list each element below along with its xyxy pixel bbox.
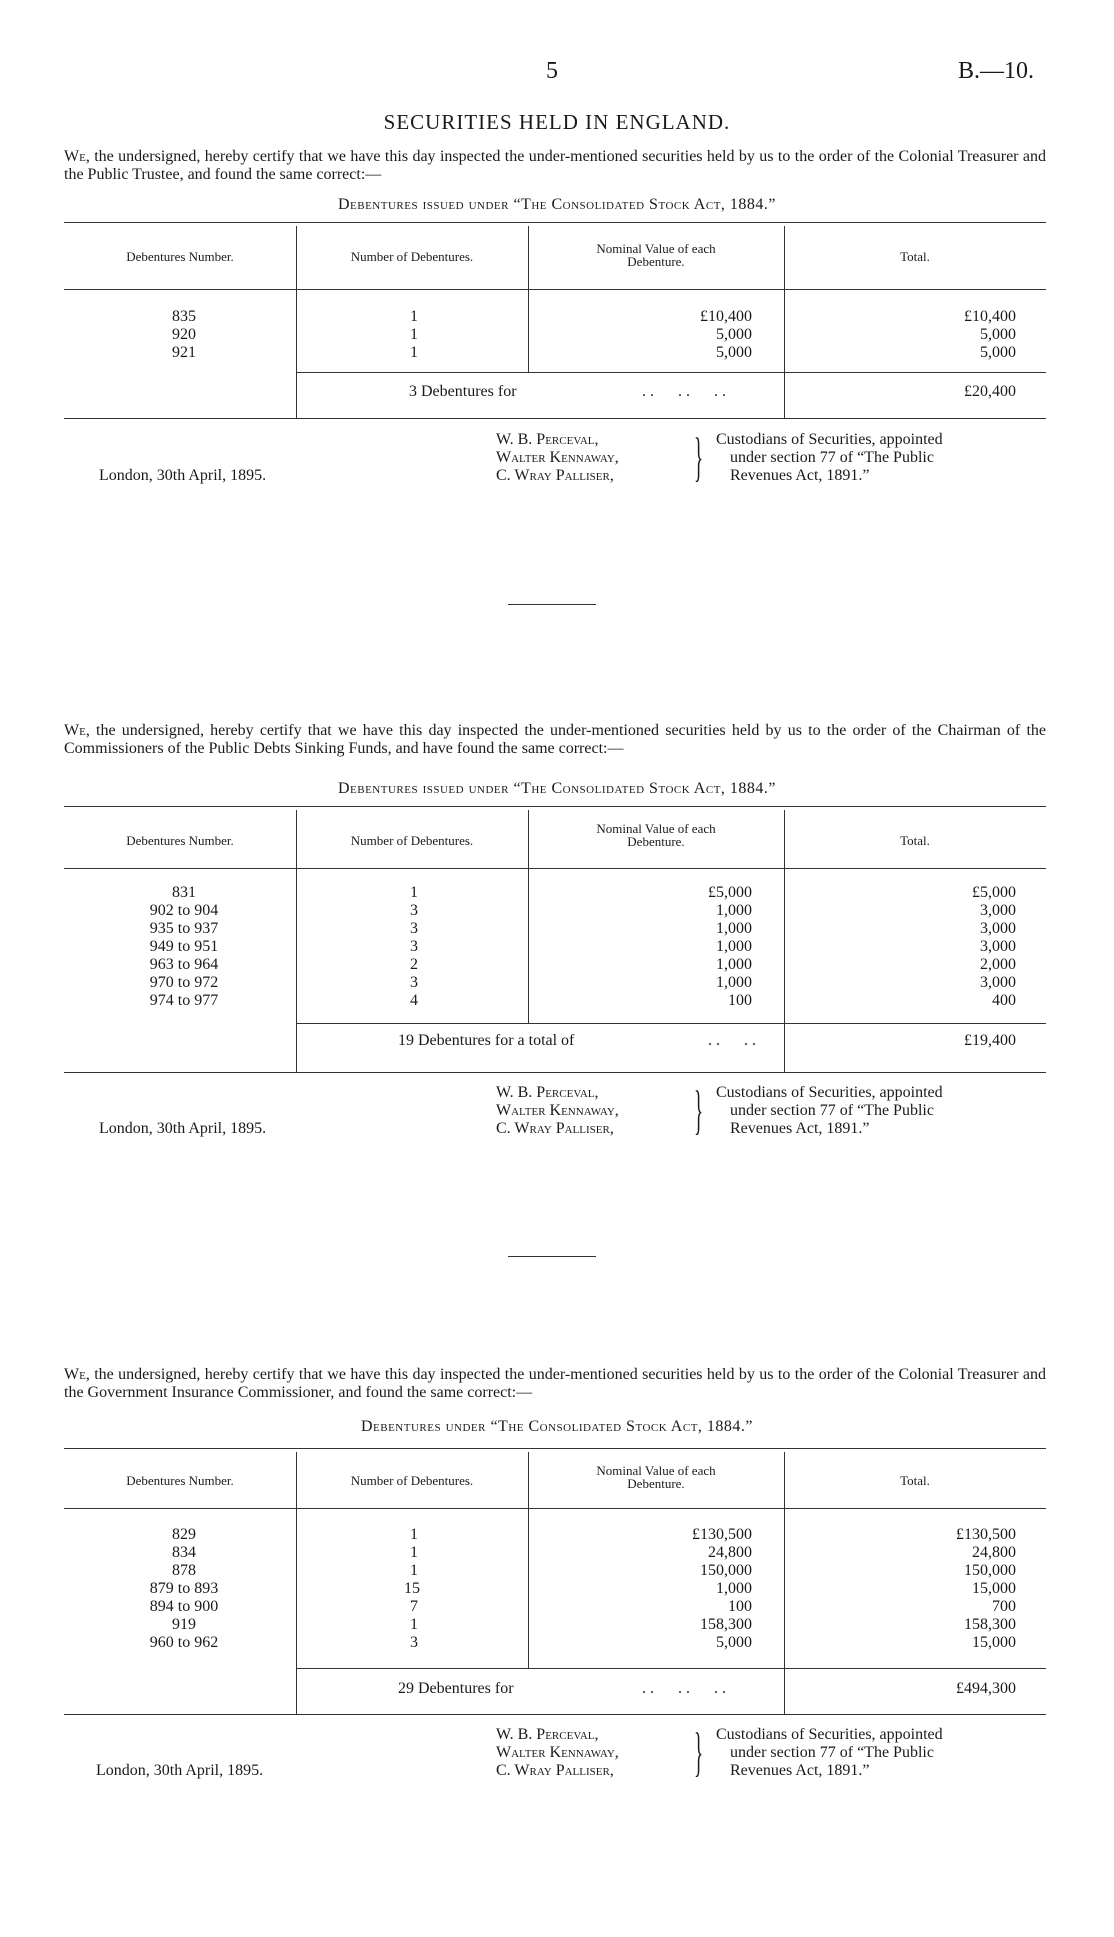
debenture-number: 894 to 900 <box>149 1598 219 1615</box>
debenture-number: 920 <box>172 326 196 343</box>
debenture-number: 835 <box>172 308 196 325</box>
nominal-value: £5,000 <box>708 884 752 901</box>
brace-icon: } <box>694 427 704 487</box>
debenture-number: 834 <box>172 1544 196 1561</box>
certification-paragraph-2 <box>64 722 1046 758</box>
debenture-number: 949 to 951 <box>149 938 219 955</box>
debentures-table-2 <box>64 806 1046 1072</box>
intro-text: , the undersigned, hereby certify that we have this day inspected the under-mentioned securities held by us to the order of the Colonial Treasurer and the Public Trustee, and found the same correct:— <box>64 148 1046 183</box>
row-total: 3,000 <box>980 920 1016 937</box>
table-rule <box>64 222 1046 223</box>
table-rule <box>64 1714 1046 1715</box>
table-rule <box>64 1072 1046 1073</box>
nominal-value: 100 <box>728 1598 752 1615</box>
nominal-value: £10,400 <box>700 308 752 325</box>
col-header-debentures-number: Debentures Number. <box>126 833 234 848</box>
nominal-value: 5,000 <box>716 344 752 361</box>
debenture-count: 4 <box>410 992 418 1009</box>
debenture-count: 7 <box>410 1598 418 1615</box>
row-total: 15,000 <box>972 1580 1016 1597</box>
col-header-number-of-debentures: Number of Debentures. <box>350 833 474 848</box>
debenture-count: 1 <box>410 1616 418 1633</box>
signatory-name: W. B. Perceval, <box>496 431 599 448</box>
brace-icon: } <box>694 1722 704 1782</box>
debenture-number: 970 to 972 <box>149 974 219 991</box>
table-divider <box>296 810 297 1072</box>
certification-paragraph-3 <box>64 1366 1046 1402</box>
debenture-count: 1 <box>410 308 418 325</box>
row-total: 5,000 <box>980 326 1016 343</box>
row-total: £5,000 <box>972 884 1016 901</box>
debenture-count: 3 <box>410 1634 418 1651</box>
summary-leader-dots: . . . . <box>708 1032 756 1049</box>
nominal-value: 5,000 <box>716 1634 752 1651</box>
brace-icon: } <box>694 1080 704 1140</box>
signatory-name: C. Wray Palliser, <box>496 1762 614 1779</box>
row-total: 3,000 <box>980 974 1016 991</box>
table-caption-3: Debentures under “The Consolidated Stock Act, 1884.” <box>360 1418 754 1435</box>
nominal-value: 1,000 <box>716 920 752 937</box>
row-total: 3,000 <box>980 938 1016 955</box>
certification-paragraph-1 <box>64 148 1046 184</box>
table-rule <box>296 1668 1046 1669</box>
nominal-value: 100 <box>728 992 752 1009</box>
table-caption-1: Debentures issued under “The Consolidated Stock Act, 1884.” <box>337 196 777 213</box>
table-divider <box>296 1452 297 1714</box>
intro-text: , the undersigned, hereby certify that we have this day inspected the under-mentioned securities held by us to the order of the Colonial Treasurer and the Government Insurance Commissioner, and found the same correct:— <box>64 1366 1046 1401</box>
place-and-date: London, 30th April, 1895. <box>96 1762 264 1779</box>
intro-first-word: We <box>64 1366 86 1383</box>
col-header-debentures-number: Debentures Number. <box>126 1473 234 1488</box>
col-header-debentures-number: Debentures Number. <box>126 249 234 264</box>
row-total: 15,000 <box>972 1634 1016 1651</box>
col-header-total: Total. <box>900 1473 930 1488</box>
table-caption-2: Debentures issued under “The Consolidated Stock Act, 1884.” <box>337 780 777 797</box>
debenture-number: 919 <box>172 1616 196 1633</box>
debentures-table-1 <box>64 222 1046 418</box>
col-header-number-of-debentures: Number of Debentures. <box>350 1473 474 1488</box>
debenture-number: 831 <box>172 884 196 901</box>
section-separator <box>508 1256 596 1257</box>
signatory-name: C. Wray Palliser, <box>496 1120 614 1137</box>
table-divider <box>784 810 785 1072</box>
debenture-count: 1 <box>410 1562 418 1579</box>
signatory-name: Walter Kennaway, <box>496 449 619 466</box>
nominal-value: 1,000 <box>716 902 752 919</box>
table-rule <box>64 1508 1046 1509</box>
debenture-count: 1 <box>410 1544 418 1561</box>
row-total: 158,300 <box>964 1616 1016 1633</box>
debenture-count: 3 <box>410 920 418 937</box>
signatory-name: W. B. Perceval, <box>496 1084 599 1101</box>
summary-total: £19,400 <box>964 1032 1016 1049</box>
signatory-name: W. B. Perceval, <box>496 1726 599 1743</box>
signatories-block <box>496 1084 619 1138</box>
table-rule <box>64 868 1046 869</box>
page-title: SECURITIES HELD IN ENGLAND. <box>383 110 731 134</box>
section-separator <box>508 604 596 605</box>
document-reference: B.—10. <box>958 58 1035 84</box>
row-total: £130,500 <box>956 1526 1016 1543</box>
custodians-statement: Custodians of Securities, appointed under section 77 of “The Public Revenues Act, 1891.” <box>716 1084 943 1137</box>
custodians-statement: Custodians of Securities, appointed under section 77 of “The Public Revenues Act, 1891.” <box>716 431 943 484</box>
intro-first-word: We <box>64 722 86 739</box>
debenture-count: 15 <box>404 1580 420 1597</box>
col-header-number-of-debentures: Number of Debentures. <box>350 249 474 264</box>
summary-total: £20,400 <box>964 383 1016 400</box>
summary-leader-dots: . . . . . . <box>642 383 726 400</box>
debenture-count: 1 <box>410 344 418 361</box>
intro-first-word: We <box>64 148 86 165</box>
nominal-value: 1,000 <box>716 956 752 973</box>
signatory-name: C. Wray Palliser, <box>496 467 614 484</box>
row-total: £10,400 <box>964 308 1016 325</box>
table-rule <box>296 372 1046 373</box>
row-total: 3,000 <box>980 902 1016 919</box>
summary-label: 29 Debentures for <box>398 1680 514 1697</box>
debenture-number: 829 <box>172 1526 196 1543</box>
nominal-value: 1,000 <box>716 1580 752 1597</box>
table-rule <box>296 1023 1046 1024</box>
table-rule <box>64 289 1046 290</box>
debenture-number: 974 to 977 <box>149 992 219 1009</box>
col-header-nominal-value: Nominal Value of each Debenture. <box>596 1463 716 1491</box>
debenture-count: 2 <box>410 956 418 973</box>
summary-leader-dots: . . . . . . <box>642 1680 726 1697</box>
row-total: 5,000 <box>980 344 1016 361</box>
nominal-value: £130,500 <box>692 1526 752 1543</box>
debentures-table-3 <box>64 1448 1046 1714</box>
summary-label: 3 Debentures for <box>409 383 517 400</box>
row-total: 150,000 <box>964 1562 1016 1579</box>
summary-label: 19 Debentures for a total of <box>398 1032 575 1049</box>
col-header-total: Total. <box>900 833 930 848</box>
debenture-number: 921 <box>172 344 196 361</box>
debenture-number: 879 to 893 <box>149 1580 219 1597</box>
row-total: 2,000 <box>980 956 1016 973</box>
place-and-date: London, 30th April, 1895. <box>99 467 267 484</box>
debenture-number: 963 to 964 <box>149 956 219 973</box>
debenture-number: 902 to 904 <box>149 902 219 919</box>
row-total: 400 <box>992 992 1016 1009</box>
nominal-value: 158,300 <box>700 1616 752 1633</box>
signatory-name: Walter Kennaway, <box>496 1102 619 1119</box>
debenture-count: 1 <box>410 884 418 901</box>
nominal-value: 1,000 <box>716 974 752 991</box>
nominal-value: 150,000 <box>700 1562 752 1579</box>
debenture-count: 3 <box>410 902 418 919</box>
table-divider <box>784 1452 785 1714</box>
col-header-nominal-value: Nominal Value of each Debenture. <box>596 241 716 269</box>
col-header-nominal-value: Nominal Value of each Debenture. <box>596 821 716 849</box>
row-total: 24,800 <box>972 1544 1016 1561</box>
row-total: 700 <box>992 1598 1016 1615</box>
table-rule <box>64 806 1046 807</box>
nominal-value: 24,800 <box>708 1544 752 1561</box>
signatory-name: Walter Kennaway, <box>496 1744 619 1761</box>
intro-text: , the undersigned, hereby certify that we have this day inspected the under-mentioned securities held by us to the order of the Chairman of the Commissioners of the Public Debts Sinking Funds, and have found the same correct:— <box>64 722 1046 757</box>
debenture-number: 935 to 937 <box>149 920 219 937</box>
summary-total: £494,300 <box>956 1680 1016 1697</box>
debenture-number: 960 to 962 <box>149 1634 219 1651</box>
debenture-count: 1 <box>410 326 418 343</box>
col-header-total: Total. <box>900 249 930 264</box>
custodians-statement: Custodians of Securities, appointed under section 77 of “The Public Revenues Act, 1891.” <box>716 1726 943 1779</box>
table-rule <box>64 1448 1046 1449</box>
debenture-number: 878 <box>172 1562 196 1579</box>
place-and-date: London, 30th April, 1895. <box>99 1120 267 1137</box>
nominal-value: 1,000 <box>716 938 752 955</box>
debenture-count: 1 <box>410 1526 418 1543</box>
nominal-value: 5,000 <box>716 326 752 343</box>
signatories-block <box>496 1726 619 1780</box>
debenture-count: 3 <box>410 974 418 991</box>
debenture-count: 3 <box>410 938 418 955</box>
table-rule <box>64 418 1046 419</box>
signatories-block <box>496 431 619 485</box>
page-number: 5 <box>546 58 558 84</box>
